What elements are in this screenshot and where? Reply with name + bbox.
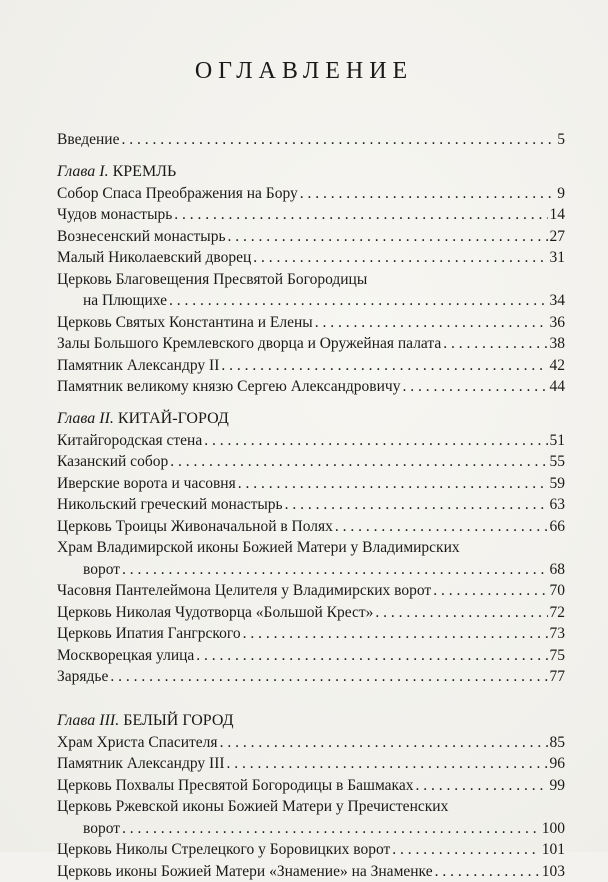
leader-dots (220, 732, 548, 754)
toc-entry[interactable] (55, 623, 565, 645)
toc-entry[interactable] (55, 775, 565, 797)
leader-dots (392, 839, 539, 861)
toc-entry[interactable] (55, 861, 565, 882)
leader-dots (204, 430, 547, 452)
toc-entry-text: Памятник Александру III (57, 753, 225, 775)
toc-entry-page: 70 (550, 580, 566, 602)
toc-entry-page: 14 (550, 204, 566, 226)
toc-entry-page: 85 (550, 732, 566, 754)
toc-entry-page: 101 (542, 839, 565, 861)
chapter-name: КРЕМЛЬ (113, 163, 177, 180)
chapter-number: Глава I. (57, 163, 109, 180)
toc-entry[interactable] (55, 516, 565, 538)
leader-dots (253, 247, 547, 269)
toc-entry-text: Чудов монастырь (57, 204, 172, 226)
toc-entry[interactable] (55, 753, 565, 775)
chapter-name: КИТАЙ-ГОРОД (118, 410, 229, 427)
toc-entry-page: 63 (550, 494, 566, 516)
toc-entry[interactable] (55, 269, 565, 291)
toc-entry-text: Вознесенский монастырь (57, 226, 226, 248)
chapter-number: Глава III. (57, 712, 119, 729)
toc-entry-text: на Плющихе (83, 290, 167, 312)
toc-entry[interactable] (55, 430, 565, 452)
toc-entry-text: Памятник Александру II (57, 355, 219, 377)
leader-dots (221, 355, 547, 377)
toc-entry-text: Церковь Святых Константина и Елены (57, 312, 313, 334)
leader-dots (443, 333, 547, 355)
toc-entry-page: 38 (550, 333, 566, 355)
toc-entry[interactable] (55, 333, 565, 355)
toc-entry-text: ворот (83, 818, 120, 840)
leader-dots (435, 861, 540, 882)
toc-entry-page: 55 (550, 451, 566, 473)
leader-dots (335, 516, 548, 538)
page-title: ОГЛАВЛЕНИЕ (0, 58, 608, 85)
toc-entry-text: Церковь иконы Божией Матери «Знамение» на Знаменке (57, 861, 433, 882)
toc-entry-text: Церковь Похвалы Пресвятой Богородицы в Башмаках (57, 775, 413, 797)
leader-dots (402, 376, 547, 398)
toc-entry[interactable] (55, 580, 565, 602)
toc-entry-text: Часовня Пантелеймона Целителя у Владимирских ворот (57, 580, 431, 602)
toc-entry-page: 36 (550, 312, 566, 334)
leader-dots (315, 312, 548, 334)
leader-dots (122, 559, 547, 581)
toc-entry-text: Храм Христа Спасителя (57, 732, 218, 754)
toc-entry[interactable] (55, 451, 565, 473)
toc-entry[interactable] (55, 355, 565, 377)
toc-entry[interactable] (55, 376, 565, 398)
leader-dots (121, 129, 555, 151)
leader-dots (170, 451, 547, 473)
toc-entry-text: Церковь Ржевской иконы Божией Матери у Пречистенских (57, 796, 448, 818)
toc-entry-text: Храм Владимирской иконы Божией Матери у Владимирских (57, 537, 460, 559)
toc-entry-page: 59 (550, 473, 566, 495)
toc-entry-text: Малый Николаевский дворец (57, 247, 251, 269)
chapter-heading[interactable] (55, 408, 565, 430)
toc-entry-page: 5 (557, 129, 565, 151)
leader-dots (196, 645, 547, 667)
toc-entry-page: 96 (550, 753, 566, 775)
leader-dots (122, 818, 540, 840)
toc-entry-text: ворот (83, 559, 120, 581)
toc-entry-page: 44 (550, 376, 566, 398)
toc-entry-text: Зарядье (57, 666, 108, 688)
toc-entry-text: Памятник великому князю Сергею Александровичу (57, 376, 400, 398)
toc-entry-page: 75 (550, 645, 566, 667)
toc-entry[interactable] (55, 183, 565, 205)
toc-entry[interactable] (55, 473, 565, 495)
chapter-heading[interactable] (55, 710, 565, 732)
toc-entry-continuation[interactable] (55, 559, 565, 581)
toc-entry-text: Церковь Николая Чудотворца «Большой Крест» (57, 602, 373, 624)
toc-entry[interactable] (55, 247, 565, 269)
toc-entry[interactable] (55, 226, 565, 248)
toc-entry[interactable] (55, 312, 565, 334)
toc-entry-text: Китайгородская стена (57, 430, 202, 452)
chapter-name: БЕЛЫЙ ГОРОД (123, 712, 233, 729)
toc-entry[interactable] (55, 602, 565, 624)
toc-entry-page: 103 (542, 861, 565, 882)
toc-entry[interactable] (55, 666, 565, 688)
toc-entry[interactable] (55, 796, 565, 818)
chapter-heading[interactable] (55, 161, 565, 183)
leader-dots (243, 623, 548, 645)
toc-entry-text: Собор Спаса Преображения на Бору (57, 183, 298, 205)
toc-entry-page: 42 (550, 355, 566, 377)
toc-entry-page: 31 (550, 247, 566, 269)
toc-entry-page: 9 (557, 183, 565, 205)
toc-entry-continuation[interactable] (55, 818, 565, 840)
toc-entry-page: 73 (550, 623, 566, 645)
leader-dots (169, 290, 547, 312)
leader-dots (110, 666, 547, 688)
toc-entry-page: 77 (550, 666, 566, 688)
toc-entry-text: Никольский греческий монастырь (57, 494, 283, 516)
toc-entry-page: 100 (542, 818, 565, 840)
toc-entry-continuation[interactable] (55, 290, 565, 312)
chapter-number: Глава II. (57, 410, 114, 427)
toc-entry[interactable] (55, 204, 565, 226)
toc-entry-page: 68 (550, 559, 566, 581)
leader-dots (375, 602, 547, 624)
toc-entry-text: Казанский собор (57, 451, 168, 473)
toc-entry-page: 51 (550, 430, 566, 452)
toc-entry-text: Церковь Благовещения Пресвятой Богородицы (57, 269, 367, 291)
toc-entry-page: 72 (550, 602, 566, 624)
toc-entry-page: 99 (550, 775, 566, 797)
toc-entry[interactable] (55, 732, 565, 754)
leader-dots (300, 183, 556, 205)
toc-entry-page: 34 (550, 290, 566, 312)
leader-dots (415, 775, 547, 797)
toc-entry-text: Церковь Николы Стрелецкого у Боровицких ворот (57, 839, 390, 861)
toc-entry-text: Церковь Ипатия Гангрского (57, 623, 241, 645)
toc-entry[interactable] (55, 494, 565, 516)
leader-dots (433, 580, 547, 602)
table-of-contents (55, 129, 565, 882)
toc-entry-text: Введение (57, 129, 119, 151)
toc-entry[interactable] (55, 645, 565, 667)
toc-entry-text: Залы Большого Кремлевского дворца и Оружейная палата (57, 333, 441, 355)
toc-entry[interactable] (55, 537, 565, 559)
toc-entry-text: Иверские ворота и часовня (57, 473, 236, 495)
leader-dots (174, 204, 547, 226)
leader-dots (285, 494, 548, 516)
leader-dots (228, 226, 548, 248)
toc-entry-intro[interactable] (55, 129, 565, 151)
leader-dots (238, 473, 548, 495)
toc-entry-page: 66 (550, 516, 566, 538)
toc-entry[interactable] (55, 839, 565, 861)
toc-entry-page: 27 (550, 226, 566, 248)
leader-dots (227, 753, 548, 775)
toc-entry-text: Церковь Троицы Живоначальной в Полях (57, 516, 333, 538)
toc-entry-text: Москворецкая улица (57, 645, 194, 667)
